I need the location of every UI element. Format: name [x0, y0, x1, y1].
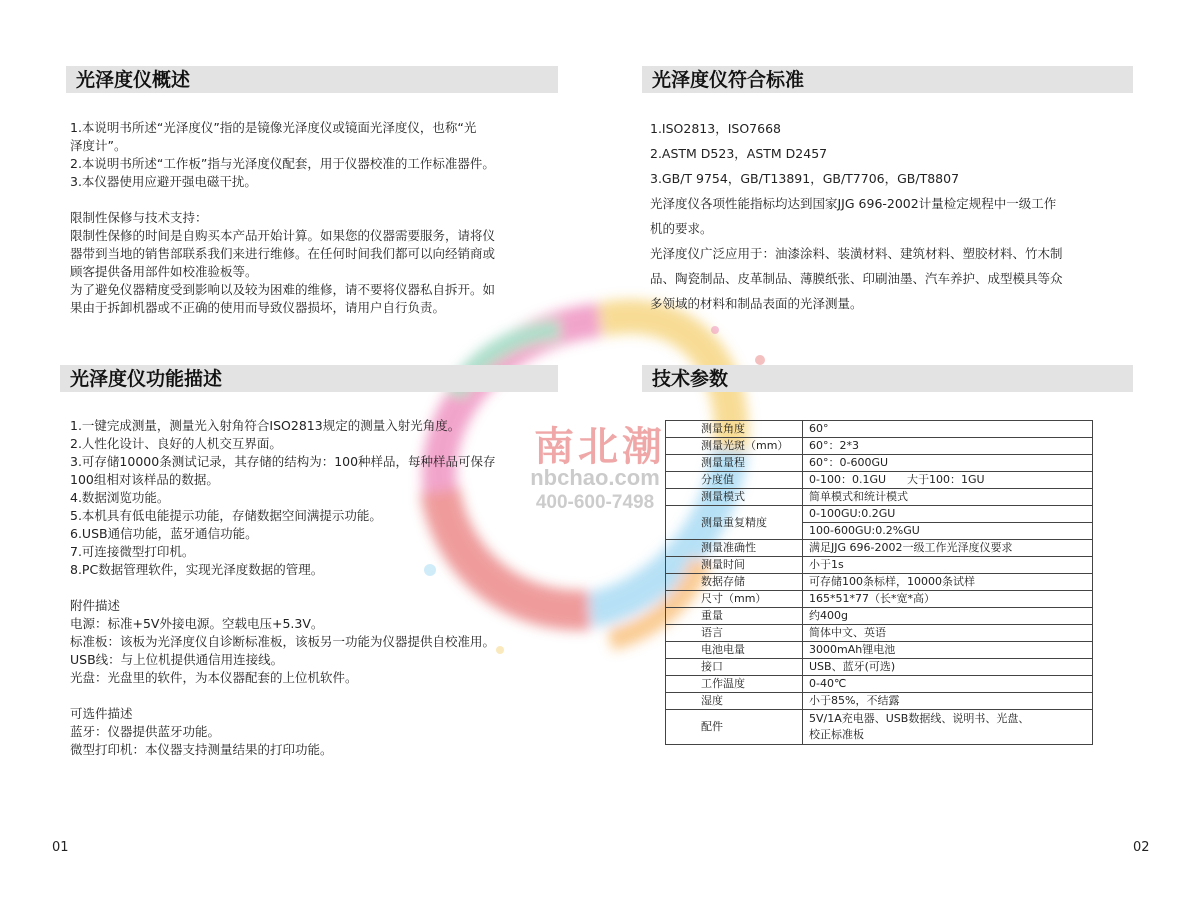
table-row [666, 421, 1093, 438]
specs-heading: 技术参数 [642, 365, 1133, 392]
spec-key: 测量光斑（mm） [666, 438, 803, 455]
spec-key: 电池电量 [666, 642, 803, 659]
page-number-right: 02 [1133, 840, 1150, 855]
text-line: 机的要求。 [650, 221, 713, 236]
text-line: 光泽度仪各项性能指标均达到国家JJG 696-2002计量检定规程中一级工作 [650, 196, 1057, 211]
text-line: 6.USB通信功能，蓝牙通信功能。 [70, 526, 258, 541]
page-number-left: 01 [52, 840, 69, 855]
text-line: 4.数据浏览功能。 [70, 490, 170, 505]
table-row [666, 472, 1093, 489]
spec-value: 满足JJG 696-2002一级工作光泽度仪要求 [803, 540, 1093, 557]
text-line: 2.人性化设计、良好的人机交互界面。 [70, 436, 282, 451]
text-line: 1.一键完成测量，测量光入射角符合ISO2813规定的测量入射光角度。 [70, 418, 461, 433]
table-row [666, 574, 1093, 591]
text-line: 5.本机具有低电能提示功能，存储数据空间满提示功能。 [70, 508, 382, 523]
spec-key: 分度值 [666, 472, 803, 489]
spec-key: 湿度 [666, 693, 803, 710]
spec-key: 测量重复精度 [666, 506, 803, 540]
spec-value: 简单模式和统计模式 [803, 489, 1093, 506]
text-line: 限制性保修的时间是自购买本产品开始计算。如果您的仪器需要服务，请将仪 [70, 228, 496, 243]
spec-value: 0-40℃ [803, 676, 1093, 693]
text-line: 2.本说明书所述“工作板”指与光泽度仪配套，用于仪器校准的工作标准器件。 [70, 156, 495, 171]
table-row [666, 608, 1093, 625]
spec-key: 接口 [666, 659, 803, 676]
standards-text [650, 116, 1150, 316]
spec-value: 小于85%，不结露 [803, 693, 1093, 710]
text-line: 7.可连接微型打印机。 [70, 544, 195, 559]
spec-key: 配件 [666, 710, 803, 745]
table-row [666, 438, 1093, 455]
standards-heading: 光泽度仪符合标准 [642, 66, 1133, 93]
table-row [666, 557, 1093, 574]
watermark-url: nbchao.com [530, 465, 660, 490]
table-row [666, 506, 1093, 523]
text-line: 1.ISO2813，ISO7668 [650, 121, 781, 136]
spec-key: 测量模式 [666, 489, 803, 506]
text-line: 品、陶瓷制品、皮革制品、薄膜纸张、印刷油墨、汽车养护、成型模具等众 [650, 271, 1063, 286]
table-row [666, 710, 1093, 745]
spec-key: 测量时间 [666, 557, 803, 574]
spec-value: 0-100：0.1GU 大于100：1GU [803, 472, 1093, 489]
table-row [666, 625, 1093, 642]
spec-key: 测量量程 [666, 455, 803, 472]
spec-value: 约400g [803, 608, 1093, 625]
spec-key: 测量准确性 [666, 540, 803, 557]
text-line: 泽度计”。 [70, 138, 127, 153]
overview-text [70, 119, 570, 317]
text-line: 3.GB/T 9754，GB/T13891，GB/T7706，GB/T8807 [650, 171, 960, 186]
table-row [666, 540, 1093, 557]
spec-key: 数据存储 [666, 574, 803, 591]
text-line: 3.本仪器使用应避开强电磁干扰。 [70, 174, 257, 189]
spec-value-line: 校正标准板 [809, 728, 864, 741]
text-line: 2.ASTM D523，ASTM D2457 [650, 146, 828, 161]
table-row [666, 676, 1093, 693]
text-line: 100组相对该样品的数据。 [70, 472, 219, 487]
overview-heading: 光泽度仪概述 [66, 66, 558, 93]
accessory-heading: 附件描述 [70, 598, 121, 613]
spec-key: 测量角度 [666, 421, 803, 438]
spec-value: 165*51*77（长*宽*高） [803, 591, 1093, 608]
spec-value: USB、蓝牙(可选) [803, 659, 1093, 676]
spec-value: 可存储100条标样，10000条试样 [803, 574, 1093, 591]
text-line: 电源：标准+5V外接电源。空载电压+5.3V。 [70, 616, 324, 631]
spec-value [803, 710, 1093, 745]
spec-key: 语言 [666, 625, 803, 642]
warranty-heading: 限制性保修与技术支持： [70, 210, 208, 225]
table-row [666, 693, 1093, 710]
spec-value: 60°：0-600GU [803, 455, 1093, 472]
spec-value: 简体中文、英语 [803, 625, 1093, 642]
text-line: USB线：与上位机提供通信用连接线。 [70, 652, 284, 667]
optional-heading: 可选件描述 [70, 706, 133, 721]
text-line: 顾客提供备用部件如校准验板等。 [70, 264, 258, 279]
text-line: 8.PC数据管理软件，实现光泽度数据的管理。 [70, 562, 324, 577]
table-row [666, 642, 1093, 659]
spec-value: 3000mAh锂电池 [803, 642, 1093, 659]
text-line: 多领域的材料和制品表面的光泽测量。 [650, 296, 863, 311]
spec-table [665, 420, 1093, 745]
table-row [666, 455, 1093, 472]
functions-heading: 光泽度仪功能描述 [60, 365, 558, 392]
text-line: 光泽度仪广泛应用于：油漆涂料、装潢材料、建筑材料、塑胶材料、竹木制 [650, 246, 1063, 261]
text-line: 微型打印机：本仪器支持测量结果的打印功能。 [70, 742, 333, 757]
text-line: 蓝牙：仪器提供蓝牙功能。 [70, 724, 221, 739]
spec-value: 60°：2*3 [803, 438, 1093, 455]
spec-value-line: 5V/1A充电器、USB数据线、说明书、光盘、 [809, 712, 1030, 725]
text-line: 器带到当地的销售部联系我们来进行维修。在任何时间我们都可以向经销商或 [70, 246, 496, 261]
text-line: 光盘：光盘里的软件，为本仪器配套的上位机软件。 [70, 670, 358, 685]
text-line: 为了避免仪器精度受到影响以及较为困难的维修，请不要将仪器私自拆开。如 [70, 282, 496, 297]
spec-key: 工作温度 [666, 676, 803, 693]
functions-text [70, 417, 570, 759]
watermark-brand: 南北潮 [534, 423, 666, 470]
text-line: 标准板：该板为光泽度仪自诊断标准板，该板另一功能为仪器提供自校准用。 [70, 634, 496, 649]
table-row [666, 489, 1093, 506]
watermark-phone: 400-600-7498 [535, 492, 655, 513]
text-line: 果由于拆卸机器或不正确的使用而导致仪器损坏，请用户自行负责。 [70, 300, 446, 315]
table-row [666, 591, 1093, 608]
spec-key: 重量 [666, 608, 803, 625]
spec-value: 100-600GU:0.2%GU [803, 523, 1093, 540]
table-row [666, 659, 1093, 676]
spec-key: 尺寸（mm） [666, 591, 803, 608]
spec-value: 0-100GU:0.2GU [803, 506, 1093, 523]
text-line: 3.可存储10000条测试记录，其存储的结构为：100种样品，每种样品可保存 [70, 454, 496, 469]
text-line: 1.本说明书所述“光泽度仪”指的是镜像光泽度仪或镜面光泽度仪，也称“光 [70, 120, 477, 135]
spec-value: 小于1s [803, 557, 1093, 574]
spec-value: 60° [803, 421, 1093, 438]
